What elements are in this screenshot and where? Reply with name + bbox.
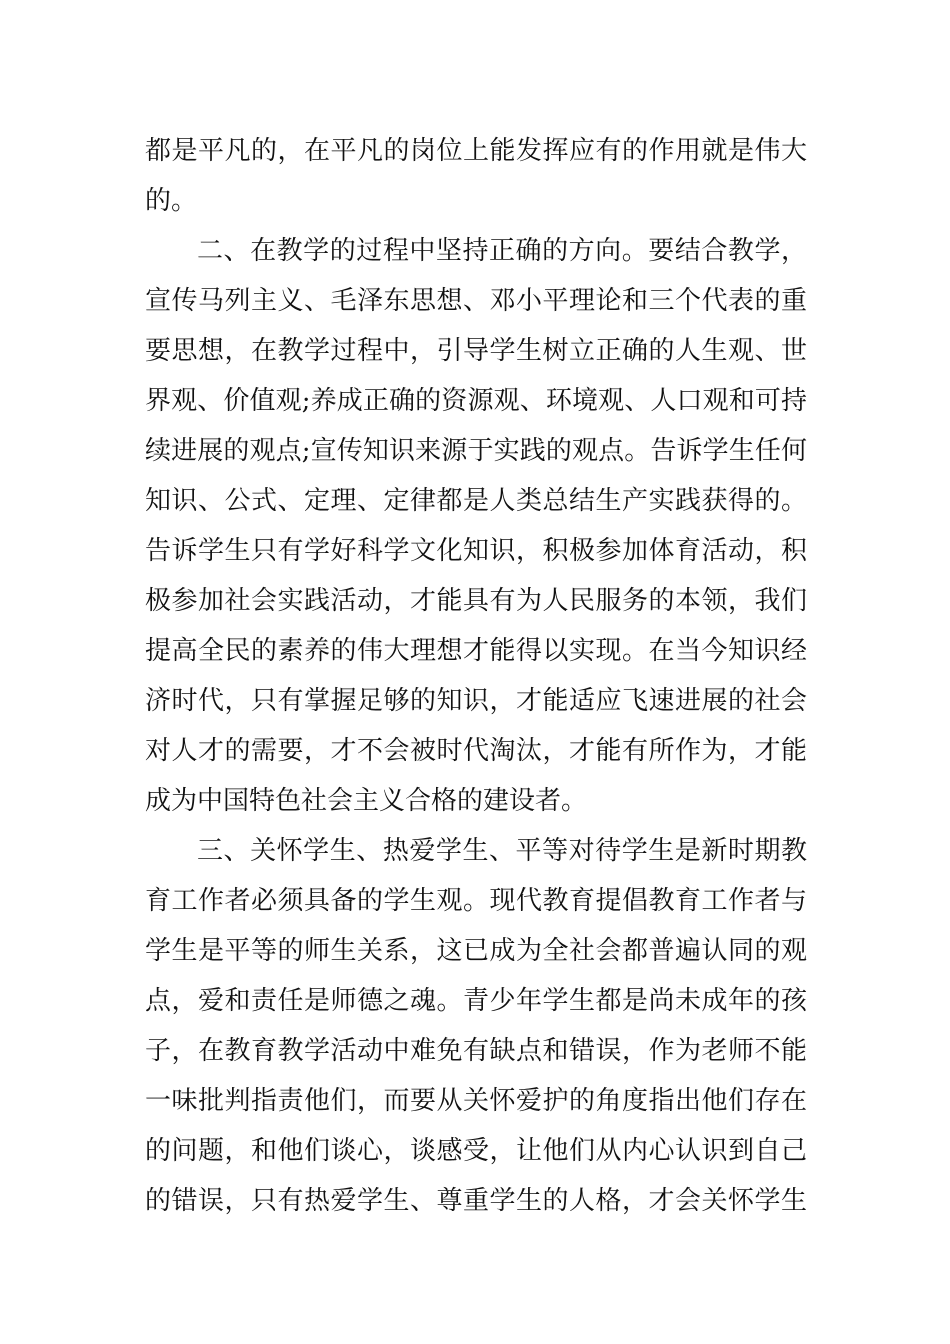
text-line: 三、关怀学生、热爱学生、平等对待学生是新时期教 xyxy=(197,836,807,866)
text-line: 知识、公式、定理、定律都是人类总结生产实践获得的。 xyxy=(145,486,807,516)
text-line: 济时代，只有掌握足够的知识，才能适应飞速进展的社会 xyxy=(145,686,807,716)
text-line: 极参加社会实践活动，才能具有为人民服务的本领，我们 xyxy=(145,586,807,616)
text-line: 对人才的需要，才不会被时代淘汰，才能有所作为，才能 xyxy=(145,736,807,766)
text-line: 的错误，只有热爱学生、尊重学生的人格，才会关怀学生 xyxy=(145,1186,807,1216)
text-line: 一味批判指责他们，而要从关怀爱护的角度指出他们存在 xyxy=(145,1086,807,1116)
document-body xyxy=(145,126,807,1226)
text-line: 育工作者必须具备的学生观。现代教育提倡教育工作者与 xyxy=(145,886,807,916)
paragraph-1 xyxy=(145,126,807,226)
text-line: 子，在教育教学活动中难免有缺点和错误，作为老师不能 xyxy=(145,1036,807,1066)
text-line: 点，爱和责任是师德之魂。青少年学生都是尚未成年的孩 xyxy=(145,986,807,1016)
text-line: 成为中国特色社会主义合格的建设者。 xyxy=(145,786,588,816)
text-line: 界观、价值观;养成正确的资源观、环境观、人口观和可持 xyxy=(145,386,807,416)
paragraph-2 xyxy=(145,226,807,826)
text-line: 二、在教学的过程中坚持正确的方向。要结合教学， xyxy=(197,236,807,266)
text-line: 的。 xyxy=(145,186,198,216)
text-line: 都是平凡的，在平凡的岗位上能发挥应有的作用就是伟大 xyxy=(145,136,807,166)
text-line: 宣传马列主义、毛泽东思想、邓小平理论和三个代表的重 xyxy=(145,286,807,316)
text-line: 的问题，和他们谈心，谈感受，让他们从内心认识到自己 xyxy=(145,1136,807,1166)
text-line: 要思想，在教学过程中，引导学生树立正确的人生观、世 xyxy=(145,336,807,366)
text-line: 提高全民的素养的伟大理想才能得以实现。在当今知识经 xyxy=(145,636,807,666)
text-line: 续进展的观点;宣传知识来源于实践的观点。告诉学生任何 xyxy=(145,436,807,466)
text-line: 学生是平等的师生关系，这已成为全社会都普遍认同的观 xyxy=(145,936,807,966)
text-line: 告诉学生只有学好科学文化知识，积极参加体育活动，积 xyxy=(145,536,807,566)
paragraph-3 xyxy=(145,826,807,1226)
